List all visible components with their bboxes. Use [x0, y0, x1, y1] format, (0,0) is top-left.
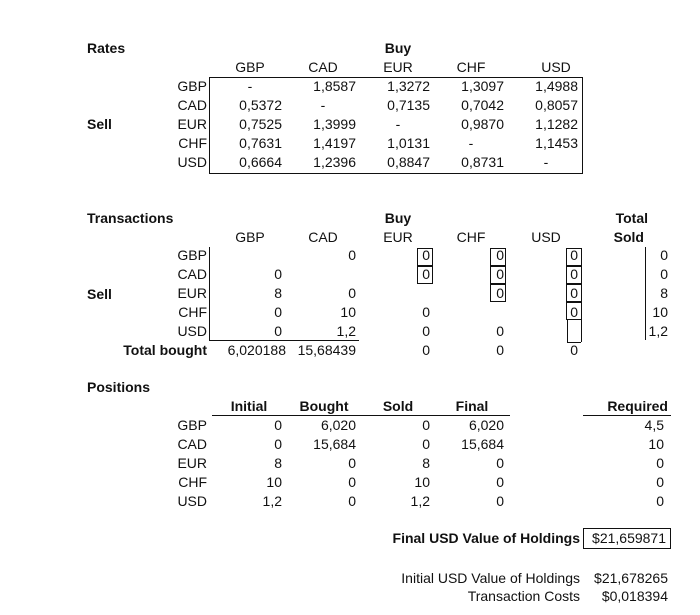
transaction-cell: 0 — [570, 285, 578, 301]
rates-row-header: GBP — [177, 78, 207, 94]
position-cell: 0 — [348, 474, 356, 490]
transaction-cell: 0 — [422, 266, 430, 282]
rates-col-header: CHF — [456, 59, 486, 75]
rates-cell: 0,8847 — [387, 154, 430, 170]
usd-column-border — [581, 320, 582, 342]
required-header-underline — [583, 415, 671, 416]
transaction-cell: 0 — [422, 247, 430, 263]
rates-cell: 1,0131 — [387, 135, 430, 151]
rates-title: Rates — [87, 40, 126, 56]
position-cell: 0 — [274, 417, 282, 433]
total-bought-cell: 15,68439 — [297, 342, 356, 358]
transaction-cell: 0 — [422, 304, 430, 320]
transactions-buy-label: Buy — [384, 210, 412, 226]
positions-title: Positions — [87, 379, 151, 395]
positions-row-header: GBP — [177, 417, 207, 433]
initial-usd-label: Initial USD Value of Holdings — [401, 570, 580, 586]
total-sold-cell: 10 — [652, 304, 668, 320]
rates-sell-label: Sell — [87, 116, 112, 132]
rates-cell: - — [468, 135, 474, 151]
transaction-costs-label: Transaction Costs — [467, 588, 580, 604]
positions-header: Bought — [299, 398, 349, 414]
position-cell: 15,684 — [313, 436, 356, 452]
rates-cell: 0,7042 — [461, 97, 504, 113]
rates-cell: - — [395, 116, 401, 132]
required-cell: 10 — [648, 436, 664, 452]
total-bought-cell: 0 — [422, 342, 430, 358]
total-sold-header: Total — [615, 210, 648, 226]
transactions-col-header: CHF — [456, 229, 486, 245]
position-cell: 0 — [274, 436, 282, 452]
rates-cell: 1,4197 — [313, 135, 356, 151]
position-cell: 15,684 — [461, 436, 504, 452]
positions-header: Sold — [382, 398, 414, 414]
position-cell: 1,2 — [410, 493, 430, 509]
rates-cell: 0,8057 — [535, 97, 578, 113]
final-usd-label: Final USD Value of Holdings — [392, 530, 580, 546]
rates-cell: 1,3999 — [313, 116, 356, 132]
transactions-col-header: CAD — [308, 229, 338, 245]
total-sold-cell: 0 — [660, 266, 668, 282]
transaction-cell: 0 — [274, 323, 282, 339]
rates-cell: - — [247, 78, 253, 94]
transaction-cell: 10 — [340, 304, 356, 320]
transactions-sell-label: Sell — [87, 286, 112, 302]
transactions-row-header: GBP — [177, 247, 207, 263]
rates-cell: 0,5372 — [239, 97, 282, 113]
positions-header-underline — [212, 415, 510, 416]
position-cell: 1,2 — [262, 493, 282, 509]
transaction-cell: 0 — [496, 266, 504, 282]
position-cell: 0 — [496, 493, 504, 509]
positions-header: Final — [455, 398, 489, 414]
required-cell: 4,5 — [644, 417, 664, 433]
rates-cell: 1,1453 — [535, 135, 578, 151]
rates-row-header: CHF — [178, 135, 207, 151]
transaction-cell: 1,2 — [336, 323, 356, 339]
transaction-cell: 0 — [570, 266, 578, 282]
positions-header: Initial — [230, 398, 268, 414]
transaction-cell: 0 — [496, 285, 504, 301]
transaction-cell: 0 — [496, 247, 504, 263]
transactions-col-header: USD — [531, 229, 561, 245]
required-header: Required — [607, 398, 668, 414]
transaction-cell: 0 — [570, 247, 578, 263]
position-cell: 0 — [348, 455, 356, 471]
rates-cell: 1,3097 — [461, 78, 504, 94]
rates-cell: 1,3272 — [387, 78, 430, 94]
transactions-bottom-border — [209, 340, 359, 341]
transaction-cell: 0 — [496, 323, 504, 339]
transaction-cell: 0 — [274, 266, 282, 282]
total-sold-cell: 0 — [660, 247, 668, 263]
rates-cell: 1,1282 — [535, 116, 578, 132]
position-cell: 0 — [422, 436, 430, 452]
transaction-cell: 0 — [348, 247, 356, 263]
rates-cell: 0,9870 — [461, 116, 504, 132]
transactions-col-header: EUR — [383, 229, 413, 245]
rates-cell: 1,2396 — [313, 154, 356, 170]
rates-cell: 0,6664 — [239, 154, 282, 170]
transactions-row-header: EUR — [177, 285, 207, 301]
position-cell: 0 — [496, 455, 504, 471]
rates-col-header: GBP — [235, 59, 265, 75]
transaction-cell: 0 — [570, 304, 578, 320]
total-sold-header: Sold — [613, 229, 644, 245]
total-bought-cell: 0 — [570, 342, 578, 358]
position-cell: 10 — [414, 474, 430, 490]
position-cell: 0 — [496, 474, 504, 490]
required-cell: 0 — [656, 493, 664, 509]
rates-cell: 1,8587 — [313, 78, 356, 94]
position-cell: 0 — [422, 417, 430, 433]
required-cell: 0 — [656, 474, 664, 490]
final-usd-value: $21,659871 — [583, 528, 671, 549]
total-bought-label: Total bought — [123, 342, 207, 358]
transactions-row-header: CHF — [178, 304, 207, 320]
rates-cell: 1,4988 — [535, 78, 578, 94]
total-bought-cell: 0 — [496, 342, 504, 358]
rates-cell: - — [543, 154, 549, 170]
rates-cell: 0,7525 — [239, 116, 282, 132]
position-cell: 6,020 — [468, 417, 504, 433]
transactions-col-header: GBP — [235, 229, 265, 245]
rates-cell: 0,7135 — [387, 97, 430, 113]
rates-col-header: EUR — [383, 59, 413, 75]
total-bought-cell: 6,020188 — [227, 342, 286, 358]
position-cell: 0 — [348, 493, 356, 509]
transactions-title: Transactions — [87, 210, 174, 226]
positions-row-header: USD — [177, 493, 207, 509]
rates-cell: 0,8731 — [461, 154, 504, 170]
rates-buy-label: Buy — [384, 40, 412, 56]
positions-row-header: CHF — [178, 474, 207, 490]
rates-col-header: USD — [541, 59, 571, 75]
total-sold-cell: 8 — [660, 285, 668, 301]
transaction-cell: 8 — [274, 285, 282, 301]
transaction-cell: 0 — [422, 323, 430, 339]
position-cell: 10 — [266, 474, 282, 490]
rates-row-header: USD — [177, 154, 207, 170]
transactions-row-header: CAD — [177, 266, 207, 282]
transaction-costs-value: $0,018394 — [601, 588, 668, 604]
initial-usd-value: $21,678265 — [594, 570, 668, 586]
positions-row-header: EUR — [177, 455, 207, 471]
transactions-row-header: USD — [177, 323, 207, 339]
position-cell: 8 — [422, 455, 430, 471]
rates-row-header: EUR — [177, 116, 207, 132]
transaction-cell: 0 — [348, 285, 356, 301]
transactions-left-border — [209, 247, 210, 340]
rates-col-header: CAD — [308, 59, 338, 75]
required-cell: 0 — [656, 455, 664, 471]
position-cell: 8 — [274, 455, 282, 471]
transaction-cell: 0 — [274, 304, 282, 320]
usd-column-border — [567, 320, 568, 342]
rates-cell: 0,7631 — [239, 135, 282, 151]
rates-row-header: CAD — [177, 97, 207, 113]
total-sold-cell: 1,2 — [648, 323, 668, 339]
positions-row-header: CAD — [177, 436, 207, 452]
position-cell: 6,020 — [320, 417, 356, 433]
rates-cell: - — [320, 97, 326, 113]
